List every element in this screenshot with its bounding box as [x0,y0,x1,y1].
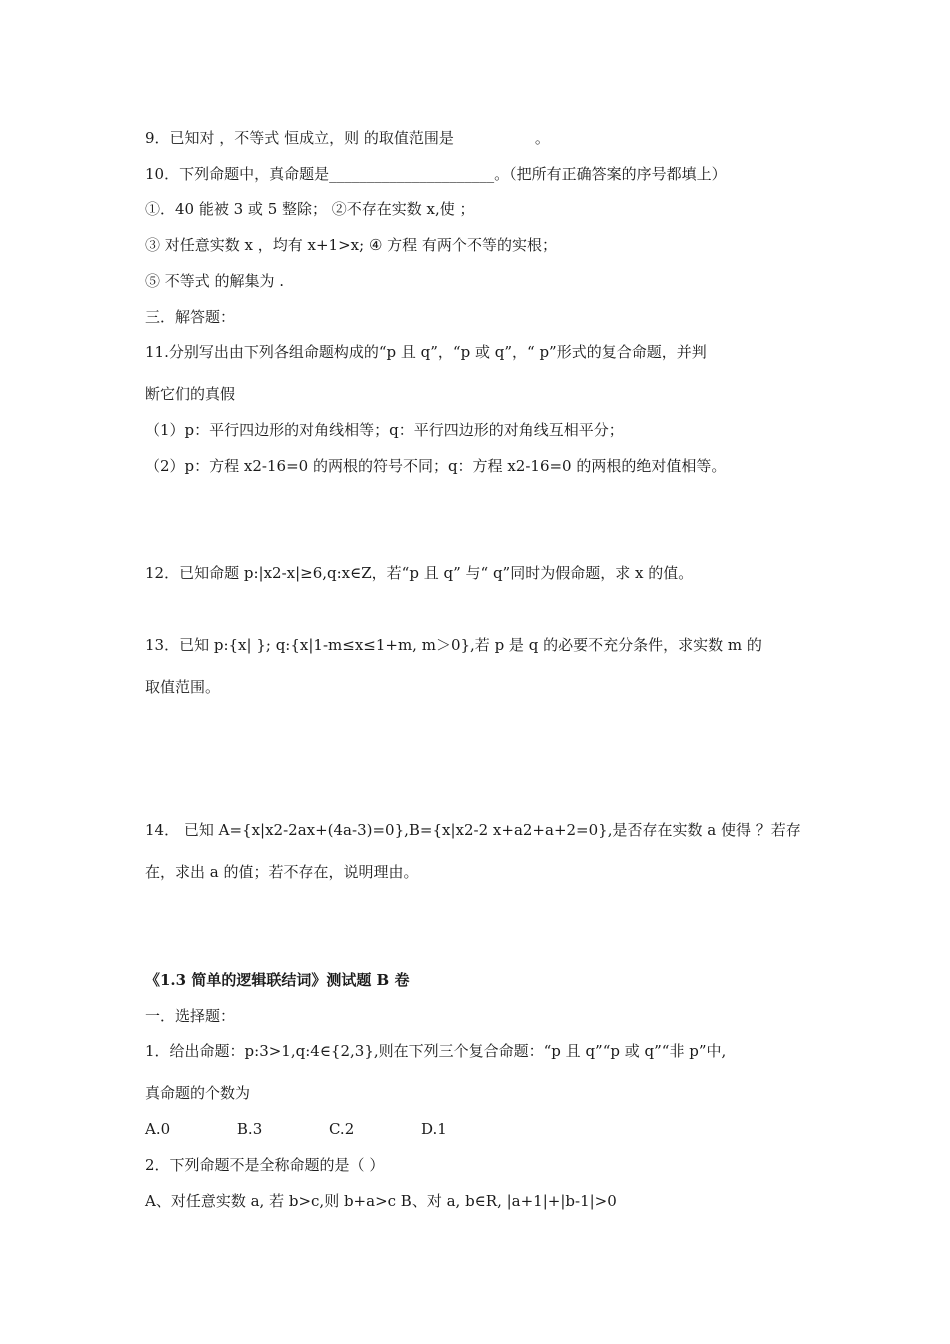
question-13-line-2: 取值范围。 [145,678,221,696]
b-question-1-options: A.0 B.3 C.2 D.1 [145,1120,447,1138]
question-9: 9．已知对 ，不等式 恒成立，则 的取值范围是 。 [145,129,550,147]
section-heading-answers: 三．解答题： [145,308,236,326]
section-heading-choice: 一．选择题： [145,1007,236,1025]
question-14-line-1: 14． 已知 A={x|x2-2ax+(4a-3)=0},B={x|x2-2 x+a2+a+2=0},是否存在实数 a 使得 ？若存 [145,821,801,839]
question-11-line-1: 11.分别写出由下列各组命题构成的“p 且 q”，“p 或 q”，“ p”形式的复合命题，并判 [145,343,707,361]
question-11-part-2: （2）p：方程 x2-16=0 的两根的符号不同；q：方程 x2-16=0 的两根的绝对值相等。 [145,457,727,475]
question-11-line-2: 断它们的真假 [145,385,236,403]
question-12: 12．已知命题 p:|x2-x|≥6,q:x∈Z，若“p 且 q” 与“ q”同时为假命题，求 x 的值。 [145,564,694,582]
b-question-1-line-2: 真命题的个数为 [145,1084,251,1102]
question-10: 10．下列命题中，真命题是______________________。（把所有正确答案的序号都填上） [145,165,727,183]
question-10-options-1: ①．40 能被 3 或 5 整除； ②不存在实数 x,使 ； [145,200,475,218]
b-question-1-line-1: 1．给出命题：p:3>1,q:4∈{2,3},则在下列三个复合命题：“p 且 q”“p 或 q”“非 p”中, [145,1042,727,1060]
question-10-options-2: ③ 对任意实数 x ，均有 x+1>x; ④ 方程 有两个不等的实根； [145,236,557,254]
test-title-b: 《1.3 简单的逻辑联结词》测试题 B 卷 [145,971,410,989]
question-11-part-1: （1）p：平行四边形的对角线相等；q：平行四边形的对角线互相平分； [145,421,624,439]
b-question-2: 2．下列命题不是全称命题的是（ ） [145,1156,385,1174]
question-10-options-3: ⑤ 不等式 的解集为 . [145,272,285,290]
b-question-2-option-ab: A、对任意实数 a, 若 b>c,则 b+a>c B、对 a, b∈R, |a+1|+|b-1|>0 [145,1192,617,1210]
question-14-line-2: 在，求出 a 的值；若不存在，说明理由。 [145,863,419,881]
question-13-line-1: 13．已知 p:{x| }; q:{x|1-m≤x≤1+m, m＞0},若 p 是 q 的必要不充分条件，求实数 m 的 [145,636,762,654]
